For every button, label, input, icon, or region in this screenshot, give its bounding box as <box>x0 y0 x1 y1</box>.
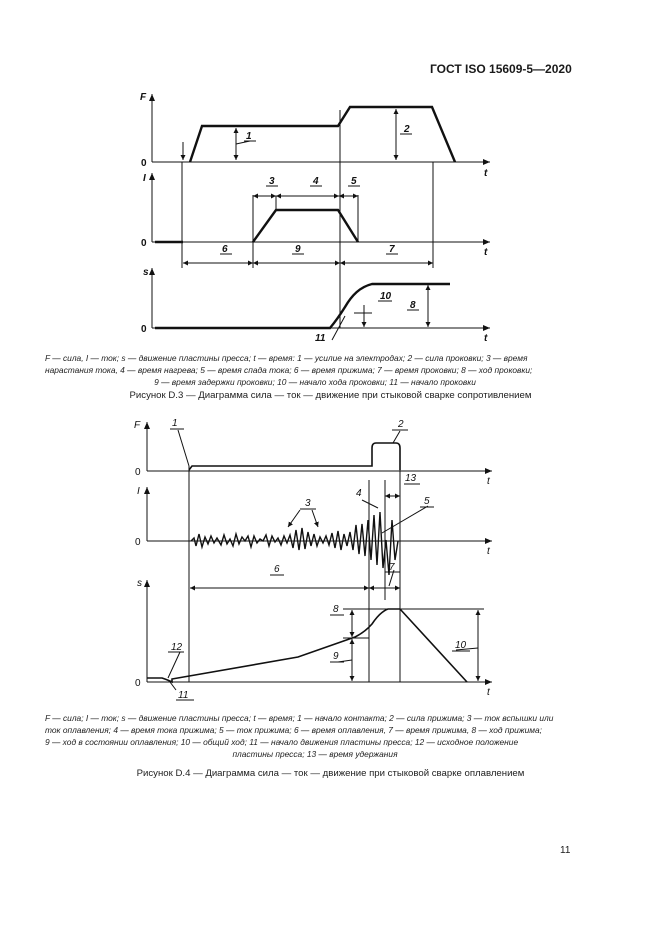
label-12-2: 12 <box>171 642 183 653</box>
label-4-2: 4 <box>356 488 362 499</box>
label-4: 4 <box>313 176 319 187</box>
figure-d3-diagram <box>0 85 661 350</box>
svg-text:0: 0 <box>141 324 147 335</box>
label-7-2: 7 <box>389 562 395 573</box>
flash-current <box>191 512 398 575</box>
standard-header: ГОСТ ISO 15609-5—2020 <box>430 62 572 76</box>
label-1-2: 1 <box>172 418 178 429</box>
svg-text:0: 0 <box>141 238 147 249</box>
label-3-2: 3 <box>305 498 311 509</box>
force-curve-2 <box>189 443 400 470</box>
label-2: 2 <box>404 124 410 135</box>
figure-d4-legend: F — сила; I — ток; s — движение пластины пресса; t — время; 1 — начало контакта; 2 — сила прижима; 3 — ток вспышки или ток оплавления; 4 — время тока прижима; 5 — ток прижима; 6 — время оплавления, 7 — время прижима, 8 — ход прижима; 9 — ход в состоянии оплавления; 10 — общий ход; 11 — начало движения пластины пресса; 12 — исходное положение пластины пресса; 13 — время удержания <box>45 713 554 759</box>
label-1: 1 <box>246 131 252 142</box>
label-8-2: 8 <box>333 604 339 615</box>
svg-text:0: 0 <box>141 158 147 169</box>
svg-text:t: t <box>484 333 488 344</box>
figure-d3-legend: F — сила, I — ток; s — движение пластины пресса; t — время: 1 — усилие на электродах; 2 — сила проковки; 3 — время нарастания тока, 4 — время нагрева; 5 — время спада тока; 6 — время прижима; 7 — время проковки; 8 — ход проковки; 9 — время задержки проковки; 10 — начало хода проковки; 11 — начало проковки <box>45 353 533 387</box>
label-6-2: 6 <box>274 564 280 575</box>
svg-text:t: t <box>487 546 490 557</box>
svg-text:t: t <box>484 168 488 179</box>
label-9-2: 9 <box>333 651 339 662</box>
label-8: 8 <box>410 300 416 311</box>
label-3: 3 <box>269 176 275 187</box>
svg-text:t: t <box>484 247 488 258</box>
stroke-curve <box>155 284 450 328</box>
figure-d4-caption: Рисунок D.4 — Диаграмма сила — ток — движение при стыковой сварке оплавлением <box>136 768 525 779</box>
label-2-2: 2 <box>398 419 404 430</box>
svg-text:0: 0 <box>135 537 141 548</box>
label-10: 10 <box>380 291 392 302</box>
label-10-2: 10 <box>455 640 467 651</box>
svg-text:t: t <box>487 687 490 698</box>
svg-text:0: 0 <box>135 467 141 478</box>
s-axis-label-2: s <box>137 578 142 589</box>
figure-d4-diagram <box>0 412 661 708</box>
figure-d3-caption: Рисунок D.3 — Диаграмма сила — ток — движение при стыковой сварке сопротивлением <box>129 390 532 401</box>
f-axis-label-2: F <box>134 420 141 431</box>
i-axis-label: I <box>143 173 146 184</box>
svg-text:0: 0 <box>135 678 141 689</box>
label-7: 7 <box>389 244 395 255</box>
label-5-2: 5 <box>424 496 430 507</box>
i-axis-label-2: I <box>137 486 140 497</box>
label-13-2: 13 <box>405 473 417 484</box>
label-6: 6 <box>222 244 228 255</box>
label-11: 11 <box>315 333 326 344</box>
label-5: 5 <box>351 176 357 187</box>
label-9: 9 <box>295 244 301 255</box>
stroke-curve-2 <box>147 609 467 682</box>
label-11-2: 11 <box>178 690 189 701</box>
s-axis-label: s <box>143 267 149 278</box>
svg-text:t: t <box>487 476 490 487</box>
page-number: 11 <box>560 845 571 856</box>
force-curve <box>190 107 455 162</box>
f-axis-label: F <box>140 92 147 103</box>
current-curve <box>155 210 358 242</box>
